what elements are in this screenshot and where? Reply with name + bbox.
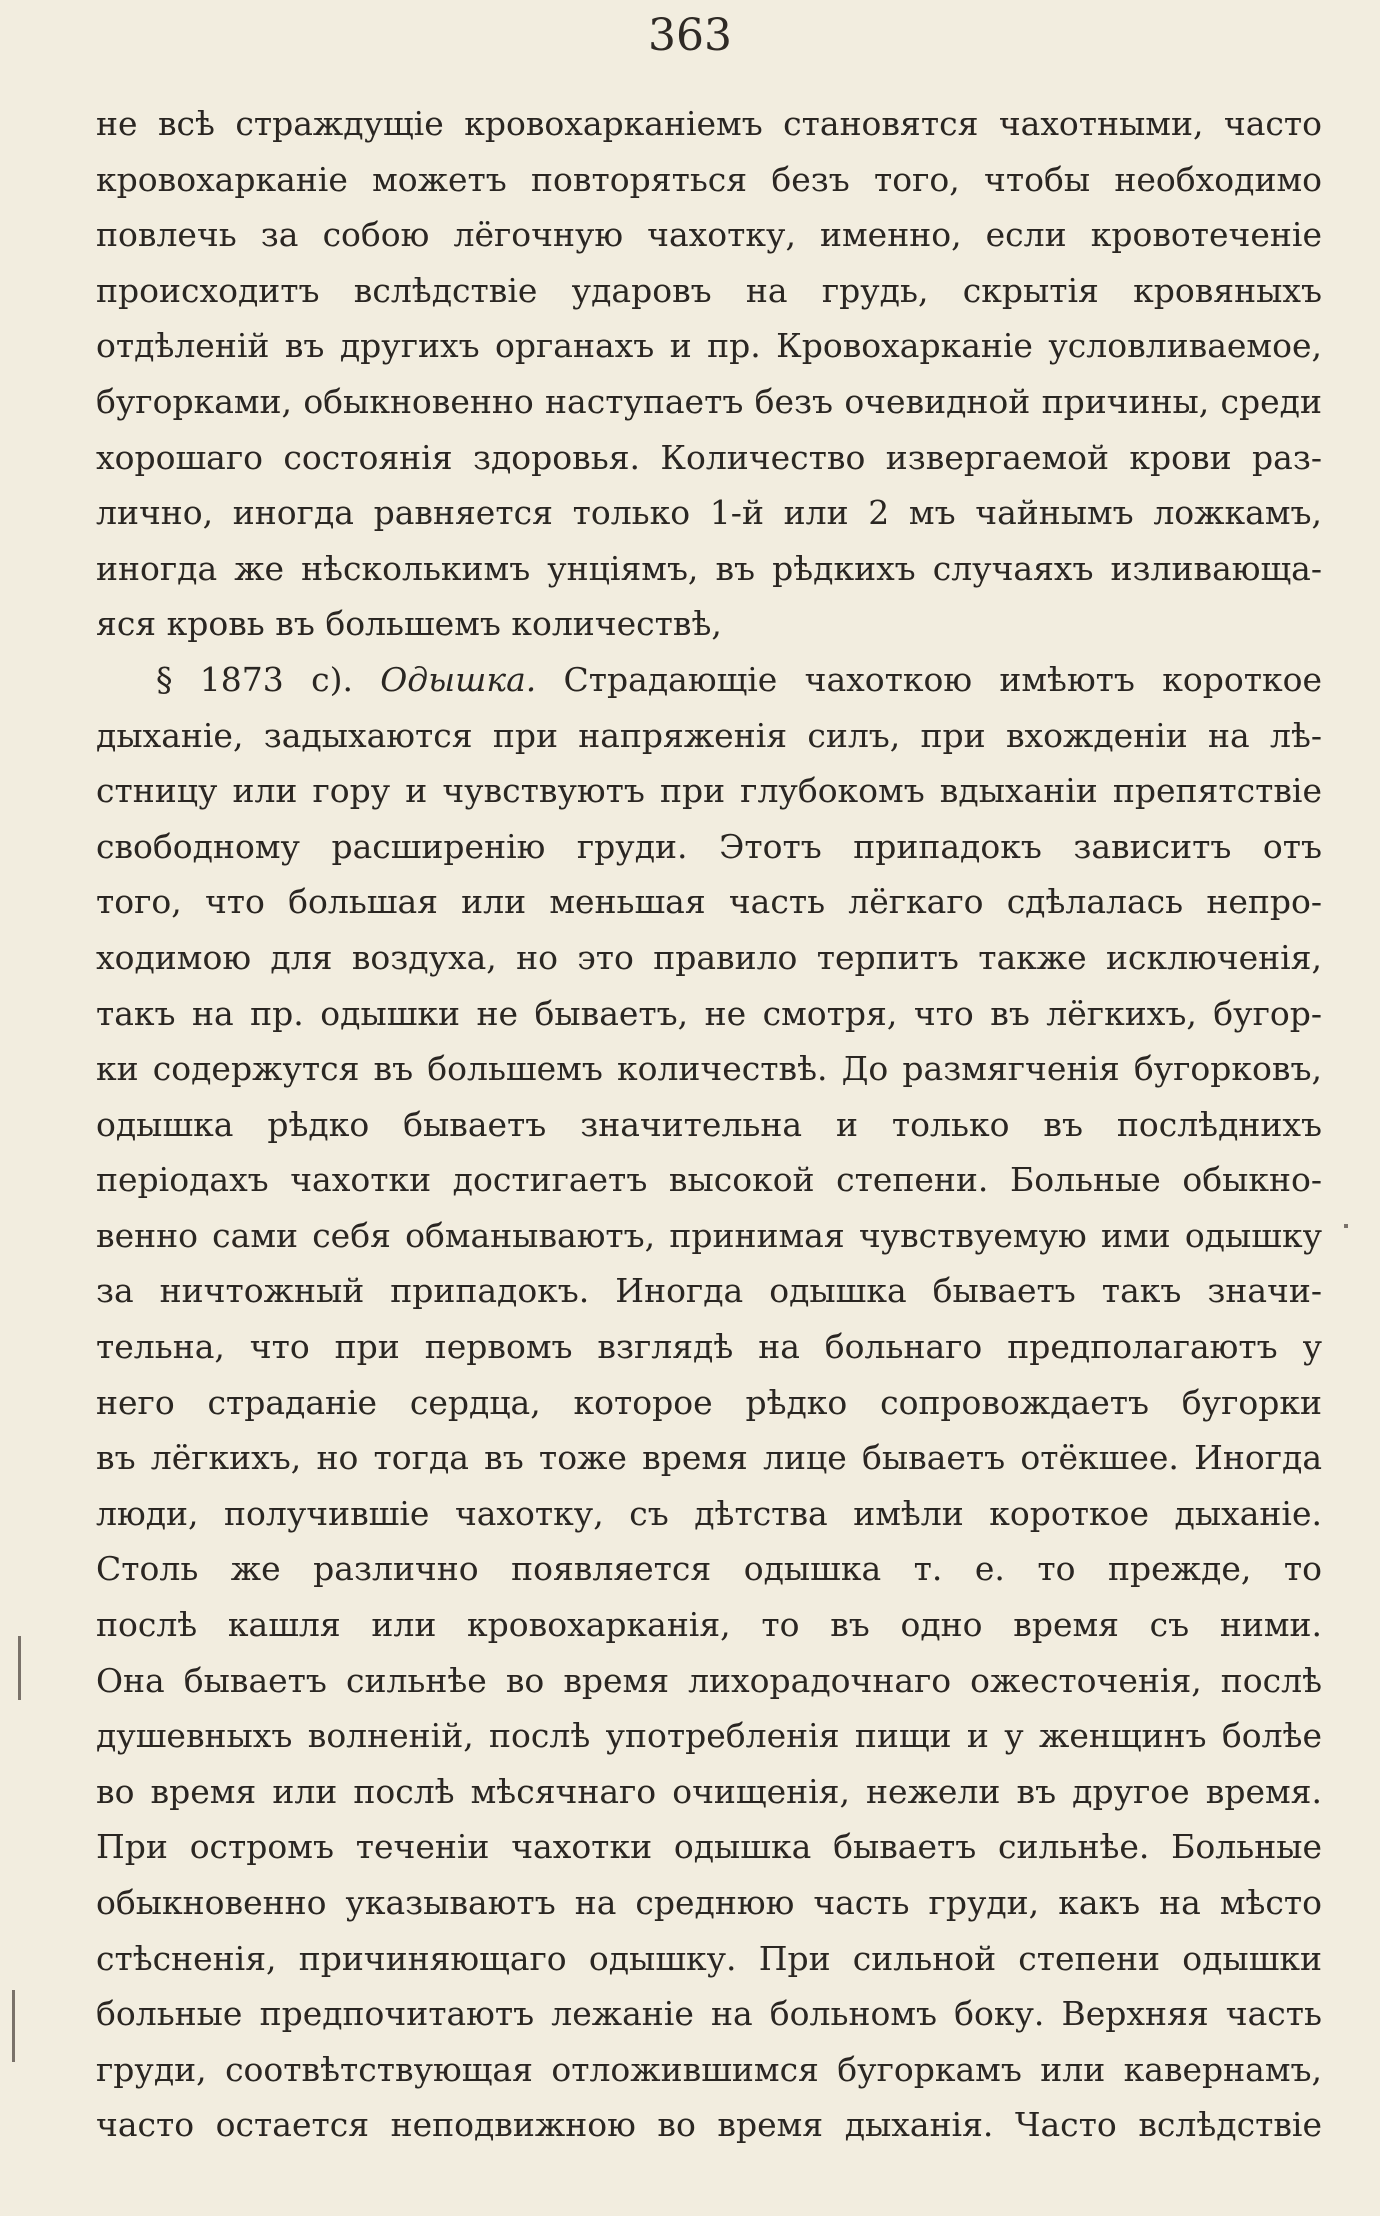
- text-line: часто остается неподвижною во время дыханія. Часто вслѣдствіе: [96, 2105, 1322, 2145]
- text-line: отдѣленій въ другихъ органахъ и пр. Кровохарканіе условливаемое,: [96, 326, 1322, 366]
- text-line: происходитъ вслѣдствіе ударовъ на грудь, скрытія кровяныхъ: [96, 270, 1322, 310]
- page-number: 363: [648, 10, 732, 61]
- text-line: люди, получившіе чахотку, съ дѣтства имѣли короткое дыханіе.: [96, 1493, 1322, 1533]
- text-line: такъ на пр. одышки не бываетъ, не смотря, что въ лёгкихъ, бугор-: [96, 993, 1322, 1033]
- text-line: обыкновенно указываютъ на среднюю часть груди, какъ на мѣсто: [96, 1883, 1322, 1922]
- body-text: [96, 96, 1322, 2153]
- text-line: тельна, что при первомъ взглядѣ на больнаго предполагаютъ у: [96, 1327, 1322, 1367]
- section-heading-line: [96, 652, 1322, 708]
- text-line: стѣсненія, причиняющаго одышку. При сильной степени одышки: [96, 1938, 1322, 1978]
- text-line: послѣ кашля или кровохарканія, то въ одно время съ ними.: [96, 1605, 1322, 1645]
- text-line: Она бываетъ сильнѣе во время лихорадочнаго ожесточенія, послѣ: [96, 1660, 1322, 1700]
- text-line: повлечь за собою лёгочную чахотку, именно, если кровотеченіе: [96, 215, 1322, 255]
- section-title: Одышка.: [380, 659, 537, 699]
- text-line: одышка рѣдко бываетъ значительна и только въ послѣднихъ: [96, 1104, 1322, 1144]
- text-line: не всѣ страждущіе кровохарканіемъ становятся чахотными, часто: [96, 104, 1322, 143]
- text-line: груди, соотвѣтствующая отложившимся бугоркамъ или кавернамъ,: [96, 2049, 1322, 2089]
- text-line: въ лёгкихъ, но тогда въ тоже время лице бываетъ отёкшее. Иногда: [96, 1438, 1322, 1478]
- section-lead-text: Страдающіе чахоткою имѣютъ короткое: [563, 659, 1322, 699]
- scan-mark: [12, 1990, 15, 2062]
- text-line: иногда же нѣсколькимъ унціямъ, въ рѣдкихъ случаяхъ изливающа-: [96, 548, 1322, 588]
- text-line: душевныхъ волненій, послѣ употребленія пищи и у женщинъ болѣе: [96, 1716, 1322, 1756]
- text-line: свободному расширенію груди. Этотъ припадокъ зависитъ отъ: [96, 826, 1322, 866]
- scan-mark: [18, 1636, 21, 1700]
- text-line: того, что большая или меньшая часть лёгкаго сдѣлалась непро-: [96, 882, 1322, 922]
- text-line: лично, иногда равняется только 1-й или 2 мъ чайнымъ ложкамъ,: [96, 493, 1322, 533]
- section-number: § 1873 с).: [156, 659, 353, 699]
- text-line: него страданіе сердца, которое рѣдко сопровождаетъ бугорки: [96, 1382, 1322, 1422]
- text-line: дыханіе, задыхаются при напряженія силъ, при вхожденіи на лѣ-: [96, 715, 1322, 755]
- text-line: Столь же различно появляется одышка т. е. то прежде, то: [96, 1549, 1322, 1589]
- text-line: періодахъ чахотки достигаетъ высокой степени. Больные обыкно-: [96, 1160, 1322, 1200]
- text-line: больные предпочитаютъ лежаніе на больномъ боку. Верхняя часть: [96, 1994, 1322, 2034]
- text-line: за ничтожный припадокъ. Иногда одышка бываетъ такъ значи-: [96, 1271, 1322, 1311]
- text-line: ходимою для воздуха, но это правило терпитъ также исключенія,: [96, 937, 1322, 977]
- text-line: во время или послѣ мѣсячнаго очищенія, нежели въ другое время.: [96, 1771, 1322, 1811]
- text-line: бугорками, обыкновенно наступаетъ безъ очевидной причины, среди: [96, 381, 1322, 421]
- text-line: кровохарканіе можетъ повторяться безъ того, чтобы необходимо: [96, 159, 1322, 199]
- text-line: стницу или гору и чувствуютъ при глубокомъ вдыханіи препятствіе: [96, 771, 1322, 811]
- text-line: яся кровь въ большемъ количествѣ,: [96, 604, 722, 644]
- text-line: При остромъ теченіи чахотки одышка бываетъ сильнѣе. Больные: [96, 1827, 1322, 1867]
- scan-mark: [1344, 1224, 1348, 1228]
- text-line: венно сами себя обманываютъ, принимая чувствуемую ими одышку: [96, 1215, 1322, 1255]
- text-line: ки содержутся въ большемъ количествѣ. До размягченія бугорковъ,: [96, 1049, 1322, 1089]
- text-line: хорошаго состоянія здоровья. Количество извергаемой крови раз-: [96, 437, 1322, 477]
